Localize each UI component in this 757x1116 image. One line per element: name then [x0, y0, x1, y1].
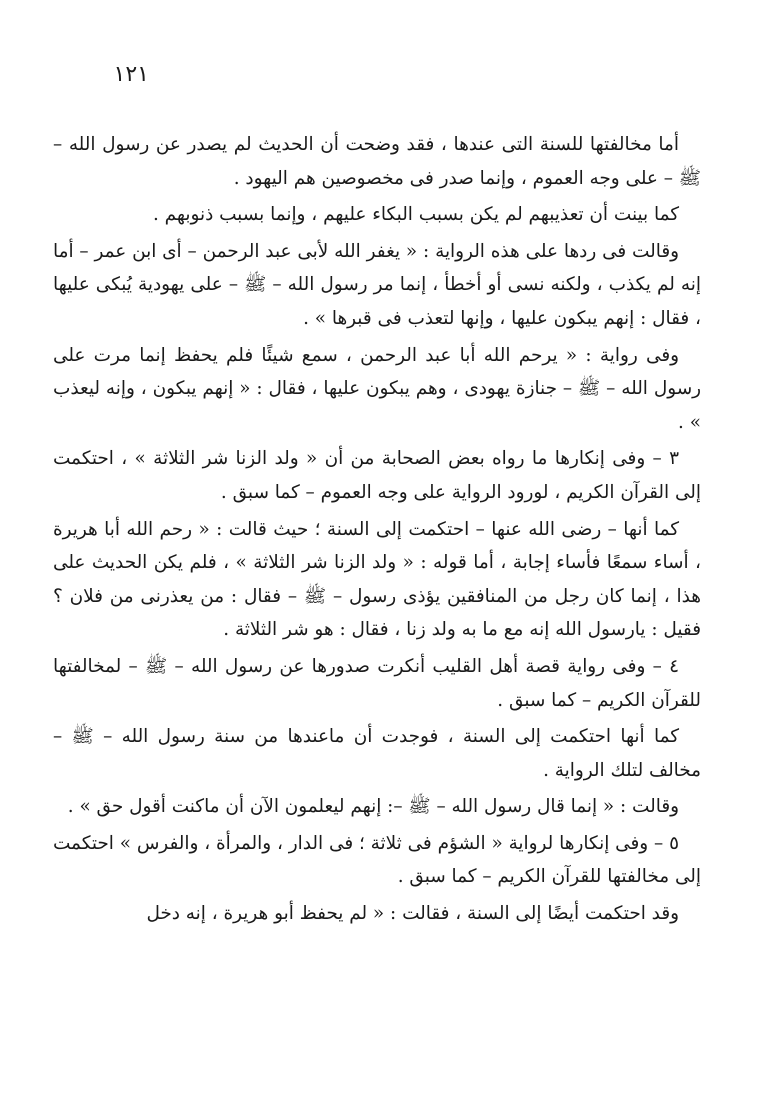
paragraph: كما بينت أن تعذيبهم لم يكن بسبب البكاء عليهم ، وإنما بسبب ذنوبهم .: [152, 204, 679, 226]
page-number: ١٢١: [113, 62, 149, 87]
paragraph: وقد احتكمت أيضًا إلى السنة ، فقالت : « لم يحفظ أبو هريرة ، إنه دخل: [146, 903, 679, 925]
paragraph: وقالت فى ردها على هذه الرواية : « يغفر الله لأبى عبد الرحمن – أى ابن عمر – أما إنه لم يكذب ، ولكنه نسى أو أخطأ ، إنما مر رسول الله – ﷺ – على يهودية يُبكى عليها ، فقال : إنهم يبكون عليها ، وإنها لتعذب فى قبرها » .: [53, 240, 701, 329]
body-text: [53, 128, 701, 934]
paragraph: أما مخالفتها للسنة التى عندها ، فقد وضحت أن الحديث لم يصدر عن رسول الله – ﷺ – على وجه العموم ، وإنما صدر فى مخصوصين هم اليهود .: [53, 134, 701, 189]
paragraph: كما أنها – رضى الله عنها – احتكمت إلى السنة ؛ حيث قالت : « رحم الله أبا هريرة ، أساء سمعًا فأساء إجابة ، أما قوله : « ولد الزنا شر الثلاثة » ، فلم يكن الحديث على هذا ، إنما كان رجل من المنافقين يؤذى رسول – ﷺ – فقال : من يعذرنى من فلان ؟ فقيل : يارسول الله إنه مع ما به ولد زنا ، فقال : هو شر الثلاثة .: [53, 518, 701, 641]
paragraph: وقالت : « إنما قال رسول الله – ﷺ –: إنهم ليعلمون الآن أن ماكنت أقول حق » .: [67, 796, 679, 818]
paragraph: ٣ – وفى إنكارها ما رواه بعض الصحابة من أن « ولد الزنا شر الثلاثة » ، احتكمت إلى القرآن الكريم ، لورود الرواية على وجه العموم – كما سبق .: [53, 448, 701, 503]
paragraph: ٤ – وفى رواية قصة أهل القليب أنكرت صدورها عن رسول الله – ﷺ – لمخالفتها للقرآن الكريم – كما سبق .: [53, 655, 701, 711]
paragraph: وفى رواية : « يرحم الله أبا عبد الرحمن ، سمع شيئًا فلم يحفظ إنما مرت على رسول الله – ﷺ – جنازة يهودى ، وهم يبكون عليها ، فقال : « إنهم يبكون ، وإنه ليعذب » .: [53, 344, 701, 433]
paragraph: كما أنها احتكمت إلى السنة ، فوجدت أن ماعندها من سنة رسول الله – ﷺ – مخالف لتلك الرواية .: [53, 726, 701, 781]
paragraph: ٥ – وفى إنكارها لرواية « الشؤم فى ثلاثة ؛ فى الدار ، والمرأة ، والفرس » احتكمت إلى مخالفتها للقرآن الكريم – كما سبق .: [53, 832, 701, 888]
